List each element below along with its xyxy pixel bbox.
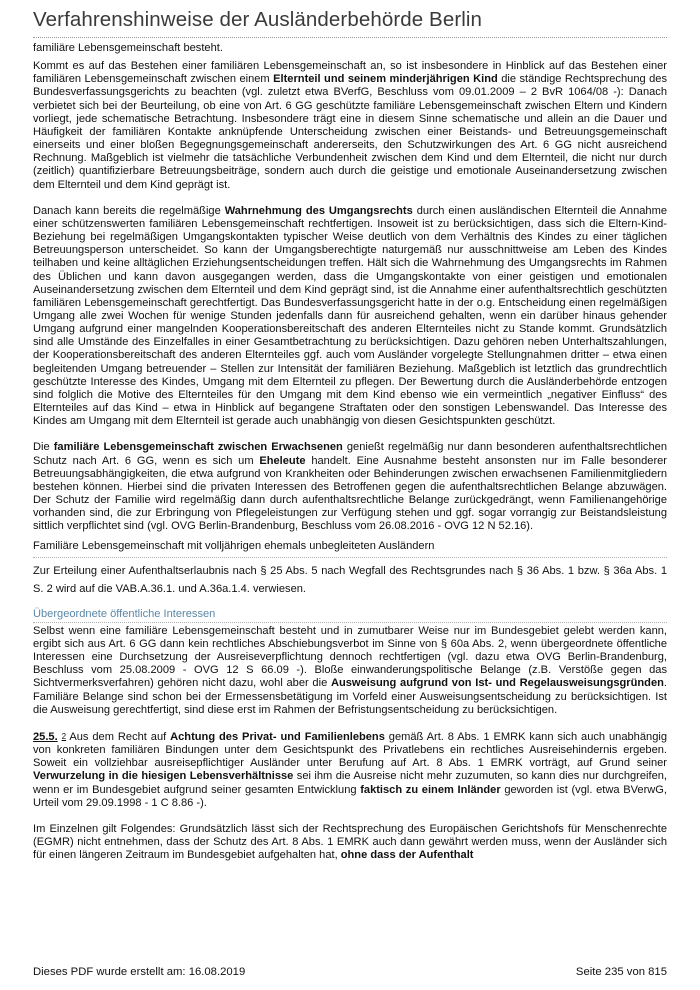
emphasis-text: Verwurzelung in die hiesigen Lebensverhältnisse [33, 770, 294, 783]
emphasis-text: Eheleute [259, 454, 306, 467]
paragraph-25-5-2: 25.5. 2 Aus dem Recht auf Achtung des Privat- und Familienlebens gemäß Art. 8 Abs. 1 EMRK kann sich auch unabhängig von konkreten familiären Bindungen unter dem Gesichtspunkt des Privatlebens ein rechtliches Ausreisehindernis ergeben. Soweit ein vollziehbar ausreisepflichtiger Ausländer unter Berufung auf Art. 8 Abs. 1 EMRK vorträgt, auf Grund seiner Verwurzelung in die hiesigen Lebensverhältnisse sei ihm die Ausreise nicht mehr zuzumuten, so kann dies nur durchgreifen, wenn er im Bundesgebiet aufgrund seiner gesamten Entwicklung faktisch zu einem Inländer geworden ist (vgl. etwa BVerwG, Urteil vom 29.09.1998 - 1 C 8.86 -). [33, 730, 668, 809]
paragraph-sub-number[interactable]: 2 [61, 731, 67, 741]
emphasis-text: familiäre Lebensgemeinschaft zwischen Erwachsenen [53, 441, 343, 454]
document-body [33, 42, 667, 875]
paragraph-number-link[interactable]: 25.5. [33, 730, 58, 743]
paragraph-umgangsrecht: Danach kann bereits die regelmäßige Wahrnehmung des Umgangsrechts durch einen ausländischen Elternteil die Annahme einer schützenswerten familiären Lebensgemeinschaft rechtfertigen. Insoweit ist zu berücksichtigen, dass sich die Eltern-Kind-Beziehung bei regelmäßigen Umgangskontakten typischer Weise deutlich von dem Verhältnis des Kindes zu einer täglichen Betreuungsperson unterscheidet. So kann der Umgangsberechtigte naturgemäß nur ausschnittweise am Leben des Kindes teilhaben und keine alltäglichen Erziehungsentscheidungen treffen. Hält sich die Wahrnehmung des Umgangsrechts im Rahmen des Üblichen und kann davon ausgegangen werden, dass die Umgangskontakte von einer geistigen und emotionalen Auseinandersetzung zwischen dem Elternteil und dem Kind geprägt sind, ist die Annahme einer aufenthaltsrechtlich geschützten familiären Lebensgemeinschaft gerechtfertigt. Das Bundesverfassungsgericht hatte in der o.g. Entscheidung einen regelmäßigen Umgang alle zwei Wochen für wenige Stunden jedenfalls dann für ausreichend gehalten, wenn ein darüber hinaus gehender Umgang aufgrund einer mangelnden Kooperationsbereitschaft des anderen Elternteiles nicht zu Stande kommt. Grundsätzlich sind alle Umstände des Einzelfalles in einer Gesamtbetrachtung zu berücksichtigen. Dazu gehören neben Unterhaltszahlungen, der Kooperationsbereitschaft des anderen Elternteiles ggf. auch vom Ausländer vorgelegte Stellungnahmen dritter – etwa einen begleitenden Umgang betreuender – Stellen zur Intensität der familiären Beziehung. Maßgeblich ist letztlich das grundrechtlich geschützte Interesse des Kindes, Umgang mit dem Elternteil zu pflegen. Der Bewertung durch die Ausländerbehörde entzogen sind folglich die Motive des Elternteiles für den Umgang mit dem Kind ebenso wie ein vermeintlich „negativer Einfluss“ des Elternteiles auf das Kind – etwa in Hinblick auf begangene Straftaten oder den sonstigen Lebenswandel. Das Interesse des Kindes am Umgang mit dem Elternteil ist gerade auch unabhängig von diesen Gesichtspunkten geschützt. [33, 204, 667, 428]
emphasis-text: ohne dass der Aufenthalt [340, 849, 474, 862]
subsection-title: Familiäre Lebensgemeinschaft mit volljährigen ehemals unbegleiteten Ausländern [33, 540, 667, 557]
paragraph-oeffentliche-interessen: Selbst wenn eine familiäre Lebensgemeinschaft besteht und in zumutbarer Weise nur im Bundesgebiet gelebt werden kann, ergibt sich aus Art. 6 GG dann kein rechtliches Abschiebungsverbot im Sinne von § 60a Abs. 2, wenn übergeordnete öffentliche Interessen eine Durchsetzung der Ausreiseverpflichtung dennoch rechtfertigen (vgl. dazu etwa OVG Berlin-Brandenburg, Beschluss vom 25.08.2009 - OVG 12 S 66.09 -). Bloße einwanderungspolitische Belange (z.B. Verstöße gegen das Sichtvermerksverfahren) gehören nicht dazu, wohl aber die Ausweisung aufgrund von Ist- und Regelausweisungsgründen. Familiäre Belange sind schon bei der Ermessensbetätigung im Vorfeld einer Ausweisungsentscheidung zu berücksichtigen. Ist die Ausweisung gerechtfertigt, sind diese erst im Rahmen der Befristungsentscheidung zu berücksichtigen. [33, 624, 667, 716]
emphasis-text: Ausweisung aufgrund von Ist- und Regelausweisungsgründen [330, 677, 664, 690]
page-title: Verfahrenshinweise der Ausländerbehörde Berlin [33, 8, 483, 31]
page-header [33, 8, 667, 38]
page-number: Seite 235 von 815 [575, 966, 667, 978]
pdf-created-date: Dieses PDF wurde erstellt am: 16.08.2019 [33, 966, 246, 978]
paragraph-continuation: familiäre Lebensgemeinschaft besteht. [33, 42, 223, 54]
paragraph-verweis: Zur Erteilung einer Aufenthaltserlaubnis nach § 25 Abs. 5 nach Wegfall des Rechtsgrundes nach § 36 Abs. 1 bzw. § 36a Abs. 1 S. 2 wird auf die VAB.A.36.1. und A.36a.1.4. verwiesen. [33, 564, 667, 595]
emphasis-text: Elternteil und seinem minderjährigen Kind [273, 73, 498, 86]
emphasis-text: Wahrnehmung des Umgangsrechts [224, 204, 413, 217]
paragraph-eltern-kind: Kommt es auf das Bestehen einer familiären Lebensgemeinschaft an, so ist insbesondere in Hinblick auf das Bestehen einer familiären Lebensgemeinschaft zwischen einem Elternteil und seinem minderjährigen Kind die ständige Rechtsprechung des Bundesverfassungsgerichts zu beachten (vgl. zuletzt etwa BVerfG, Beschluss vom 09.01.2009 – 2 BvR 1064/08 -): Danach verbietet sich bei der Beurteilung, ob eine von Art. 6 GG geschützte familiäre Lebensgemeinschaft zwischen Eltern und Kindern vorliegt, jede schematische Betrachtung. Insbesondere trägt eine in diesem Sinne schematische und allein an die Dauer und Häufigkeit der familiären Kontakte anknüpfende Unterscheidung zwischen einer Beistands- und Betreuungsgemeinschaft einerseits und einer bloßen Begegnungsgemeinschaft andererseits, den Schutzwirkungen des Art. 6 GG nicht ausreichend Rechnung. Maßgeblich ist vielmehr die tatsächliche Verbundenheit zwischen dem Kind und dem Elternteil, die nicht nur durch (zeitlich) quantifizierbare Betreuungsbeiträge, sondern auch durch die geistige und emotionale Auseinandersetzung zwischen dem Elternteil und dem Kind geprägt ist. [33, 60, 667, 191]
emphasis-text: faktisch zu einem Inländer [360, 783, 501, 796]
section-heading: Übergeordnete öffentliche Interessen [33, 608, 667, 623]
emphasis-text: Achtung des Privat- und Familienlebens [170, 730, 385, 743]
paragraph-erwachsene: Die familiäre Lebensgemeinschaft zwischen Erwachsenen genießt regelmäßig nur dann besonderen aufenthaltsrechtlichen Schutz nach Art. 6 GG, wenn es sich um Eheleute handelt. Eine Ausnahme besteht ansonsten nur im Falle besonderer Betreuungsabhängigkeiten, die etwa aufgrund von Krankheiten oder Behinderungen zwischen erwachsenen Familienmitgliedern bestehen können. Hierbei sind die privaten Interessen des Betroffenen gegen die aufenthaltsrechtlichen Belange abzuwägen. Der Schutz der Familie wird regelmäßig dann durch aufenthaltsrechtliche Belange zurückgedrängt, wenn Familienangehörige vorhanden sind, die zur Erbringung von Pflegeleistungen zur Verfügung stehen und ggf. sogar vorrangig zur Beistandsleistung sittlich verpflichtet sind (vgl. OVG Berlin-Brandenburg, Beschluss vom 26.08.2016 - OVG 12 N 52.16). [33, 441, 667, 533]
page-footer [33, 966, 667, 978]
paragraph-egmr: Im Einzelnen gilt Folgendes: Grundsätzlich lässt sich der Rechtsprechung des Europäischen Gerichtshofs für Menschenrechte (EGMR) nicht entnehmen, dass der Schutz des Art. 8 Abs. 1 EMRK auch dann gewährt werden muss, wenn der Ausländer sich für einen längeren Zeitraum im Bundesgebiet aufgehalten hat, ohne dass der Aufenthalt [33, 822, 667, 862]
